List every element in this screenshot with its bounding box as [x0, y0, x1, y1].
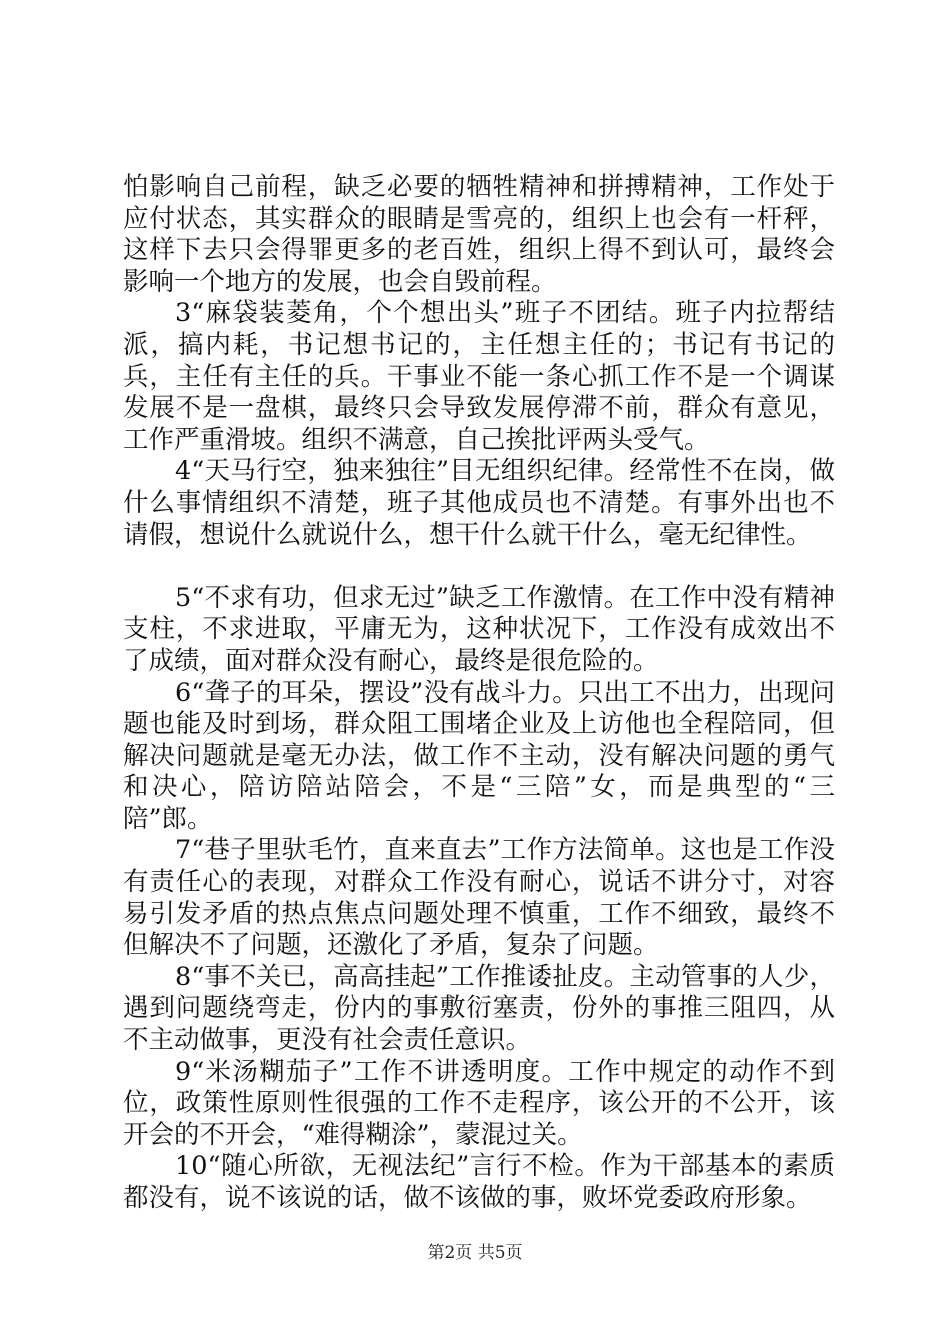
paragraph-item-10: 10“随心所欲，无视法纪”言行不检。作为干部基本的素质都没有，说不该说的话，做不该做的事，败坏党委政府形象。	[123, 1151, 835, 1213]
paragraph-continuation: 怕影响自己前程，缺乏必要的牺牲精神和拼搏精神，工作处于应付状态，其实群众的眼睛是雪亮的，组织上也会有一杆秤，这样下去只会得罪更多的老百姓，组织上得不到认可，最终会影响一个地方的发展，也会自毁前程。	[123, 172, 835, 297]
document-body	[123, 172, 835, 1215]
paragraph-item-8: 8“事不关已，高高挂起”工作推诿扯皮。主动管事的人少，遇到问题绕弯走，份内的事敷衍塞责，份外的事推三阻四，从不主动做事，更没有社会责任意识。	[123, 961, 835, 1056]
paragraph-item-5: 5“不求有功，但求无过”缺乏工作激情。在工作中没有精神支柱，不求进取，平庸无为，这种状况下，工作没有成效出不了成绩，面对群众没有耐心，最终是很危险的。	[123, 582, 835, 676]
page-number-label: 第2页 共5页	[427, 1243, 523, 1263]
paragraph-gap	[123, 551, 835, 583]
paragraph-item-9: 9“米汤糊茄子”工作不讲透明度。工作中规定的动作不到位，政策性原则性很强的工作不走程序，该公开的不公开，该开会的不开会，“难得糊涂”，蒙混过关。	[123, 1056, 835, 1150]
paragraph-item-6: 6“聋子的耳朵，摆设”没有战斗力。只出工不出力，出现问题也能及时到场，群众阻工围堵企业及上访他也全程陪同，但解决问题就是毫无办法，做工作不主动，没有解决问题的勇气和决心，陪访陪站陪会，不是“三陪”女，而是典型的“三陪”郎。	[123, 677, 835, 834]
paragraph-item-7: 7“巷子里驮毛竹，直来直去”工作方法简单。这也是工作没有责任心的表现，对群众工作没有耐心，说话不讲分寸，对容易引发矛盾的热点焦点问题处理不慎重，工作不细致，最终不但解决不了问题，还激化了矛盾，复杂了问题。	[123, 835, 835, 961]
paragraph-item-4: 4“天马行空，独来独往”目无组织纪律。经常性不在岗，做什么事情组织不清楚，班子其他成员也不清楚。有事外出也不请假，想说什么就说什么，想干什么就干什么，毫无纪律性。	[123, 456, 835, 550]
page-footer	[0, 1242, 950, 1264]
paragraph-item-3: 3“麻袋装菱角，个个想出头”班子不团结。班子内拉帮结派，搞内耗，书记想书记的，主任想主任的；书记有书记的兵，主任有主任的兵。干事业不能一条心抓工作不是一个调谋发展不是一盘棋，最终只会导致发展停滞不前，群众有意见，工作严重滑坡。组织不满意，自己挨批评两头受气。	[123, 298, 835, 455]
